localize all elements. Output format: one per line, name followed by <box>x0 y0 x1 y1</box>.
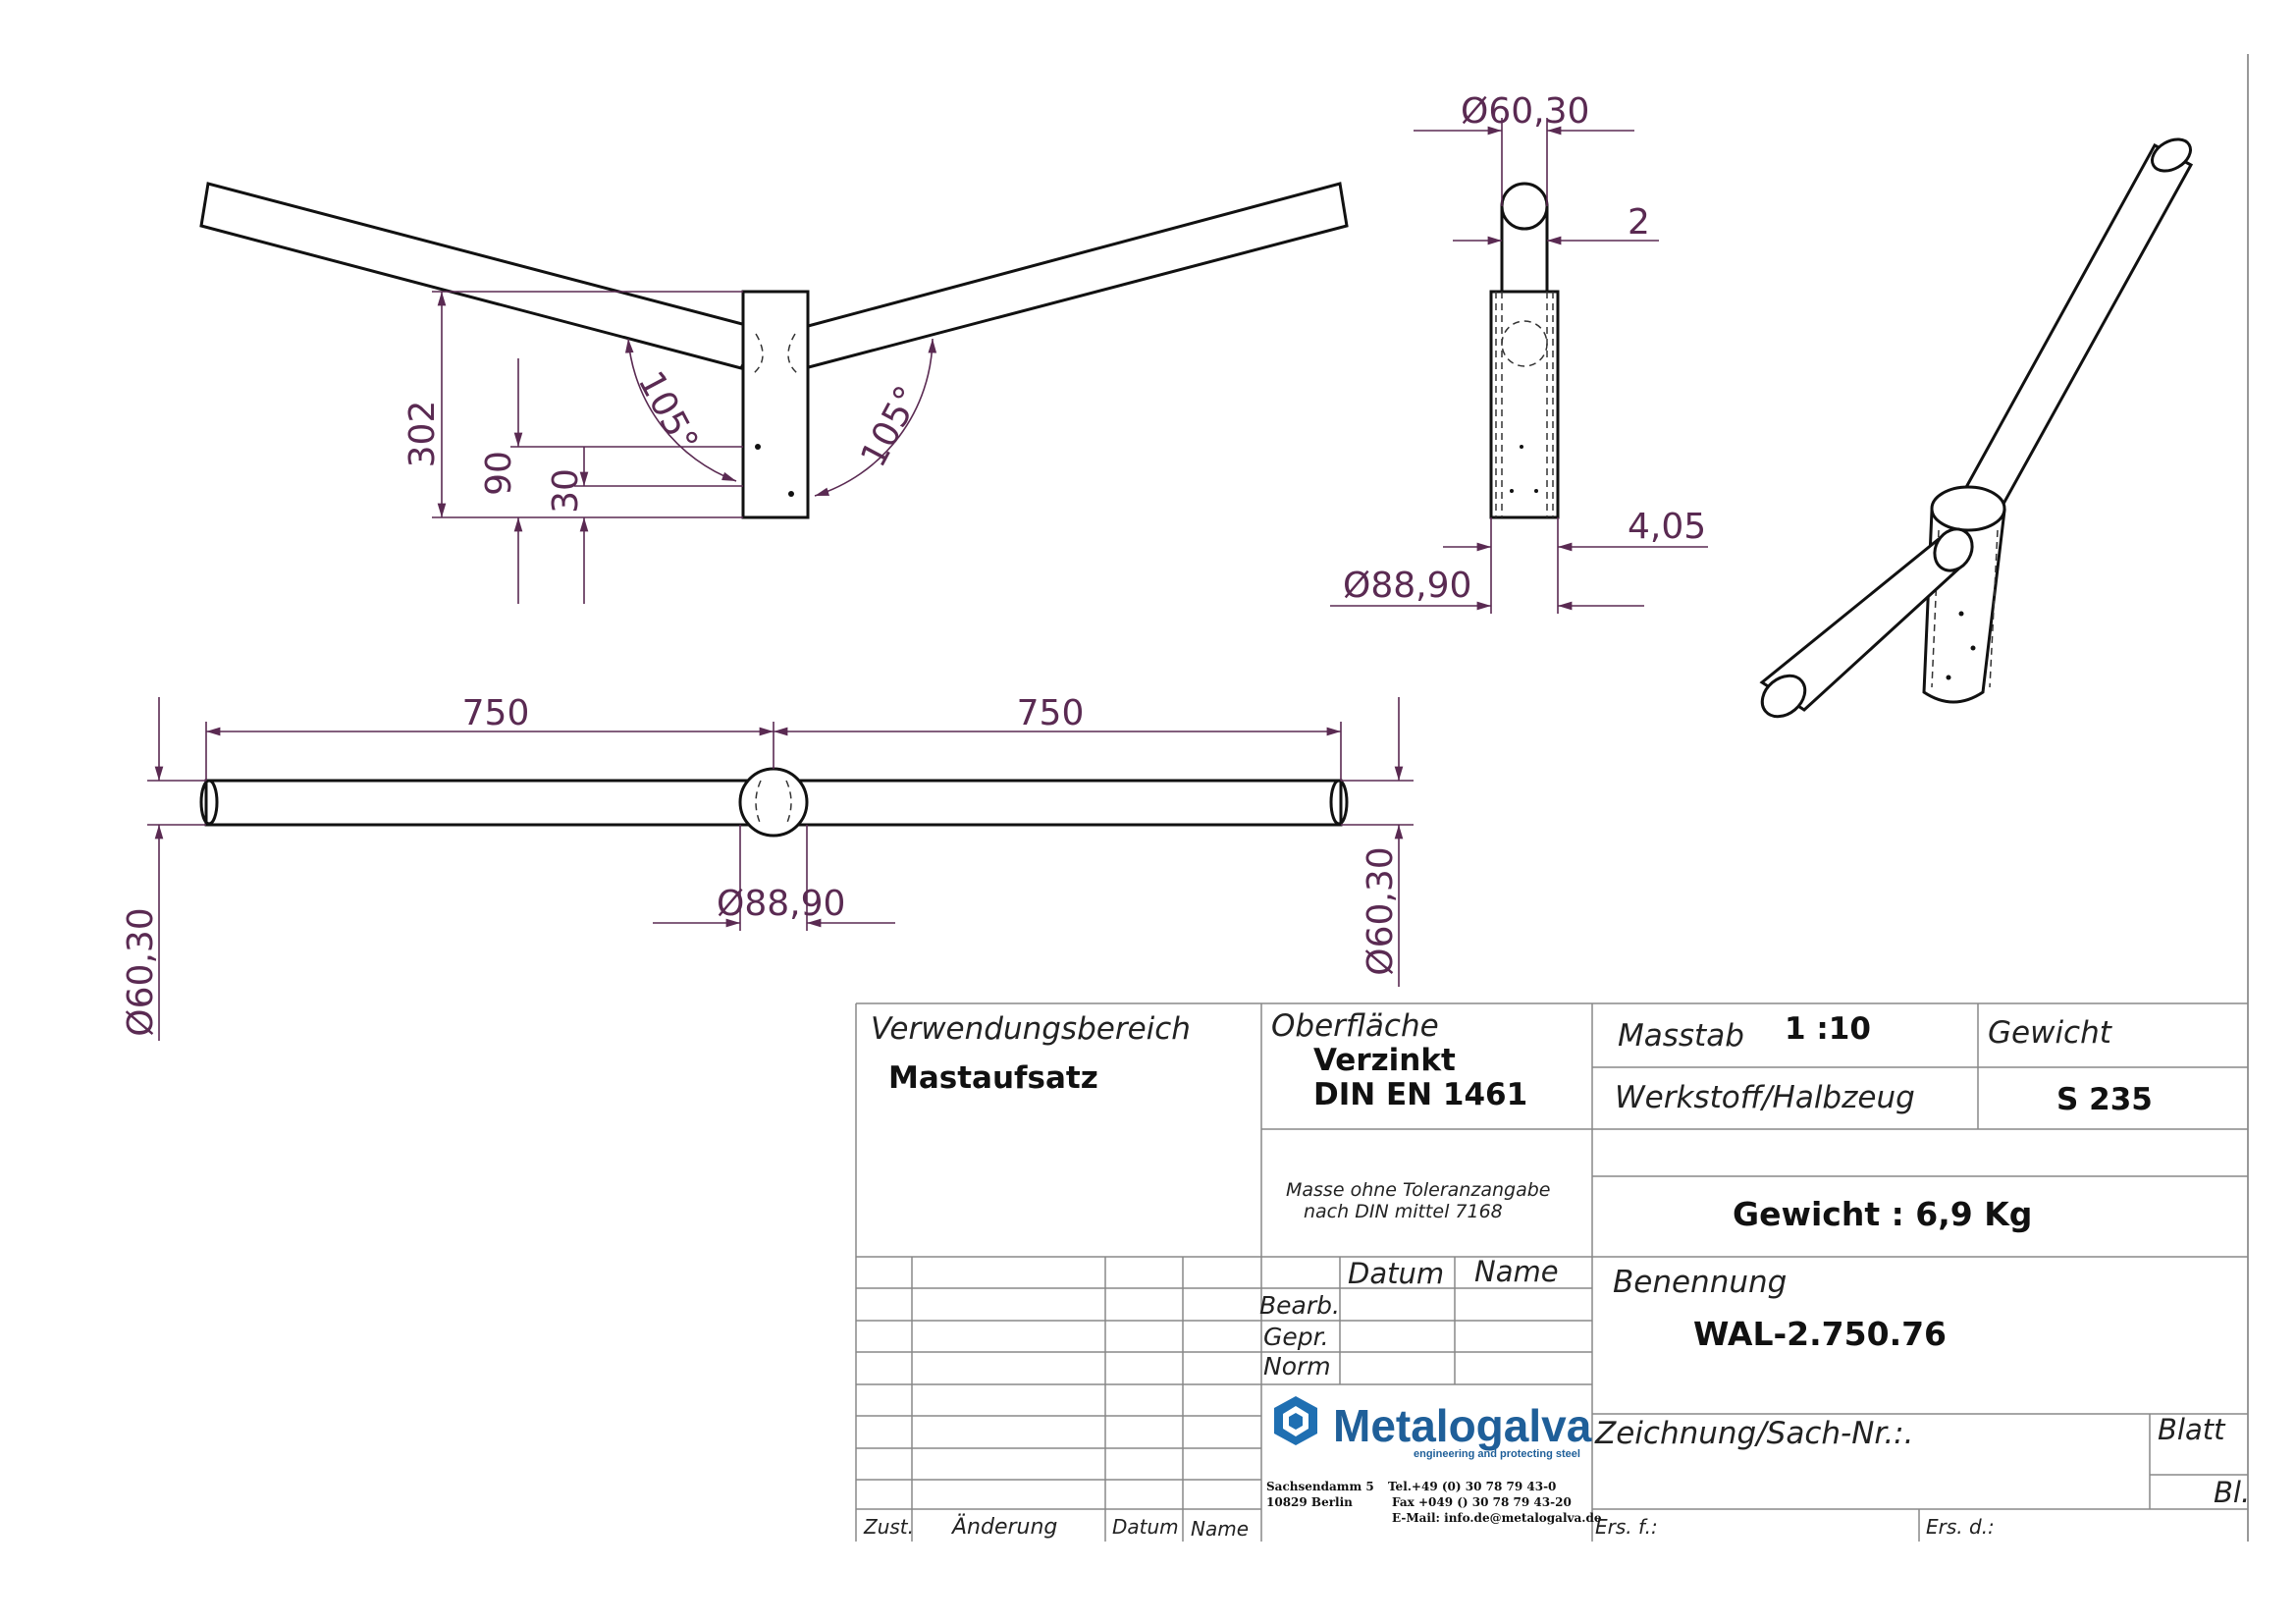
dim-side-wall: 2 <box>1628 202 1650 243</box>
company-address-2: 10829 Berlin <box>1266 1495 1353 1509</box>
front-center-tube <box>743 292 808 517</box>
ers-f-label: Ers. f.: <box>1595 1515 1658 1539</box>
bearb-label: Bearb. <box>1259 1291 1340 1320</box>
datum-col-label: Datum <box>1112 1515 1179 1539</box>
iso-view <box>1754 133 2196 725</box>
oberflaeche-value-1: Verzinkt <box>1313 1043 1456 1078</box>
ers-d-label: Ers. d.: <box>1926 1515 1995 1539</box>
side-view <box>1330 91 1708 614</box>
verwendungsbereich-value: Mastaufsatz <box>888 1060 1098 1096</box>
dim-90: 90 <box>479 451 519 496</box>
werkstoff-label: Werkstoff/Halbzeug <box>1615 1080 1915 1115</box>
company-name: Metalogalva <box>1333 1400 1592 1451</box>
gepr-label: Gepr. <box>1263 1323 1329 1351</box>
masstab-value: 1 :10 <box>1785 1011 1871 1047</box>
company-fax: Fax +049 () 30 78 79 43-20 <box>1392 1495 1572 1509</box>
gewicht-label: Gewicht <box>1988 1015 2111 1051</box>
masstab-label: Masstab <box>1618 1018 1744 1054</box>
oberflaeche-value-2: DIN EN 1461 <box>1313 1077 1528 1112</box>
zust-label: Zust. <box>864 1515 914 1539</box>
werkstoff-value: S 235 <box>2056 1082 2153 1117</box>
tolerance-note-1: Masse ohne Toleranzangabe <box>1286 1179 1551 1201</box>
dim-top-right-diameter: Ø60,30 <box>1361 846 1401 976</box>
oberflaeche-label: Oberfläche <box>1271 1008 1439 1044</box>
name-col-label: Name <box>1191 1517 1250 1541</box>
title-block <box>856 1003 2250 1542</box>
dim-302: 302 <box>402 400 443 468</box>
front-left-arm <box>201 184 761 368</box>
company-logo <box>1274 1396 1317 1445</box>
dim-angle-right: 105° <box>853 379 930 474</box>
name-label: Name <box>1474 1255 1559 1288</box>
dim-side-wall-bottom: 4,05 <box>1628 507 1707 547</box>
company-tagline: engineering and protecting steel <box>1414 1448 1580 1460</box>
zeichnung-label: Zeichnung/Sach-Nr.:. <box>1595 1416 1914 1451</box>
front-right-arm <box>797 184 1347 368</box>
gewicht-value: Gewicht : 6,9 Kg <box>1733 1195 2033 1233</box>
dim-top-center-diameter: Ø88,90 <box>717 884 846 924</box>
dim-top-left-diameter: Ø60,30 <box>121 907 161 1037</box>
dim-top-len-left: 750 <box>461 693 530 733</box>
bl-label: Bl. <box>2214 1476 2251 1509</box>
dim-top-len-right: 750 <box>1016 693 1085 733</box>
blatt-label: Blatt <box>2158 1413 2225 1446</box>
benennung-label: Benennung <box>1613 1265 1788 1300</box>
norm-label: Norm <box>1263 1352 1331 1380</box>
datum-label: Datum <box>1348 1257 1445 1290</box>
verwendungsbereich-label: Verwendungsbereich <box>871 1011 1191 1047</box>
dim-angle-left: 105° <box>629 364 706 460</box>
tolerance-note-2: nach DIN mittel 7168 <box>1304 1201 1503 1222</box>
dim-30: 30 <box>546 468 586 514</box>
aenderung-label: Änderung <box>952 1515 1058 1540</box>
front-view <box>201 184 1347 604</box>
company-address-1: Sachsendamm 5 <box>1266 1480 1374 1493</box>
benennung-value: WAL-2.750.76 <box>1693 1315 1948 1353</box>
dim-side-bottom-diameter: Ø88,90 <box>1343 566 1472 606</box>
company-email: E-Mail: info.de@metalogalva.de <box>1392 1511 1602 1525</box>
top-view <box>121 693 1414 1041</box>
dim-side-top-diameter: Ø60,30 <box>1461 91 1590 132</box>
company-tel: Tel.+49 (0) 30 78 79 43-0 <box>1388 1480 1557 1493</box>
